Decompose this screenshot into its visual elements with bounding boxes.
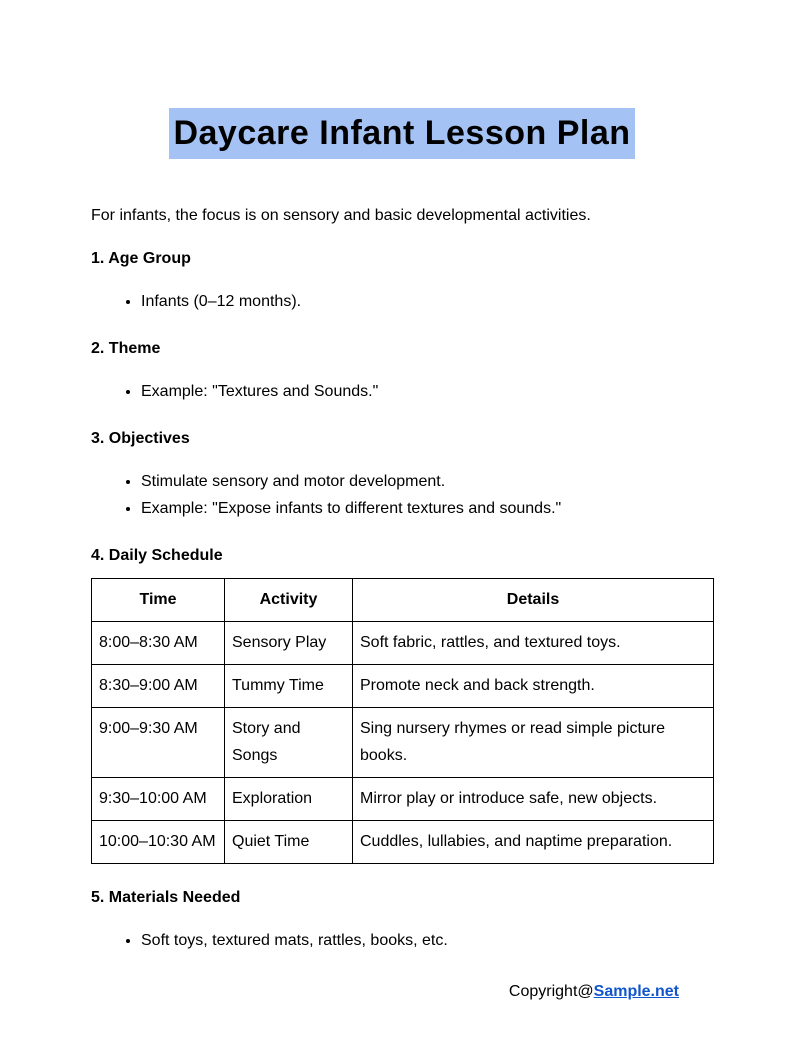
section-heading-age-group: 1. Age Group [91,250,191,267]
table-cell-activity: Quiet Time [225,821,353,864]
table-cell-details: Mirror play or introduce safe, new objects. [353,778,714,821]
document-title: Daycare Infant Lesson Plan [169,108,634,159]
age-group-list [91,288,713,315]
table-cell-activity: Sensory Play [225,622,353,665]
table-cell-time: 9:00–9:30 AM [92,708,225,778]
title-block [91,108,713,159]
table-cell-details: Soft fabric, rattles, and textured toys. [353,622,714,665]
table-header-time: Time [92,579,225,622]
table-row [92,778,714,821]
table-cell-time: 8:00–8:30 AM [92,622,225,665]
table-header-row [92,579,714,622]
table-header-activity: Activity [225,579,353,622]
section-heading-materials-needed: 5. Materials Needed [91,889,241,906]
table-cell-details: Sing nursery rhymes or read simple picture books. [353,708,714,778]
table-cell-activity: Tummy Time [225,665,353,708]
list-item: • Infants (0–12 months). [141,288,713,315]
footer [509,982,679,1001]
table-cell-details: Cuddles, lullabies, and naptime preparation. [353,821,714,864]
table-cell-activity: Story and Songs [225,708,353,778]
list-item: • Example: "Textures and Sounds." [141,378,713,405]
section-heading-daily-schedule: 4. Daily Schedule [91,547,223,564]
document-content [0,108,802,954]
list-item: • Stimulate sensory and motor development. [141,468,713,495]
materials-list [91,927,713,954]
theme-list [91,378,713,405]
section-heading-theme: 2. Theme [91,340,161,357]
table-cell-time: 9:30–10:00 AM [92,778,225,821]
table-row [92,708,714,778]
footer-copyright-text: Copyright@ [508,983,594,1000]
table-row [92,622,714,665]
table-cell-activity: Exploration [225,778,353,821]
list-item: • Soft toys, textured mats, rattles, books, etc. [141,927,713,954]
table-cell-details: Promote neck and back strength. [353,665,714,708]
list-item: • Example: "Expose infants to different textures and sounds." [141,495,713,522]
section-heading-objectives: 3. Objectives [91,430,190,447]
table-row [92,665,714,708]
table-cell-time: 8:30–9:00 AM [92,665,225,708]
table-header-details: Details [353,579,714,622]
intro-paragraph: For infants, the focus is on sensory and basic developmental activities. [91,207,591,224]
table-cell-time: 10:00–10:30 AM [92,821,225,864]
daily-schedule-table [91,578,714,864]
footer-link[interactable]: Sample.net [593,983,679,1000]
table-row [92,821,714,864]
objectives-list [91,468,713,522]
